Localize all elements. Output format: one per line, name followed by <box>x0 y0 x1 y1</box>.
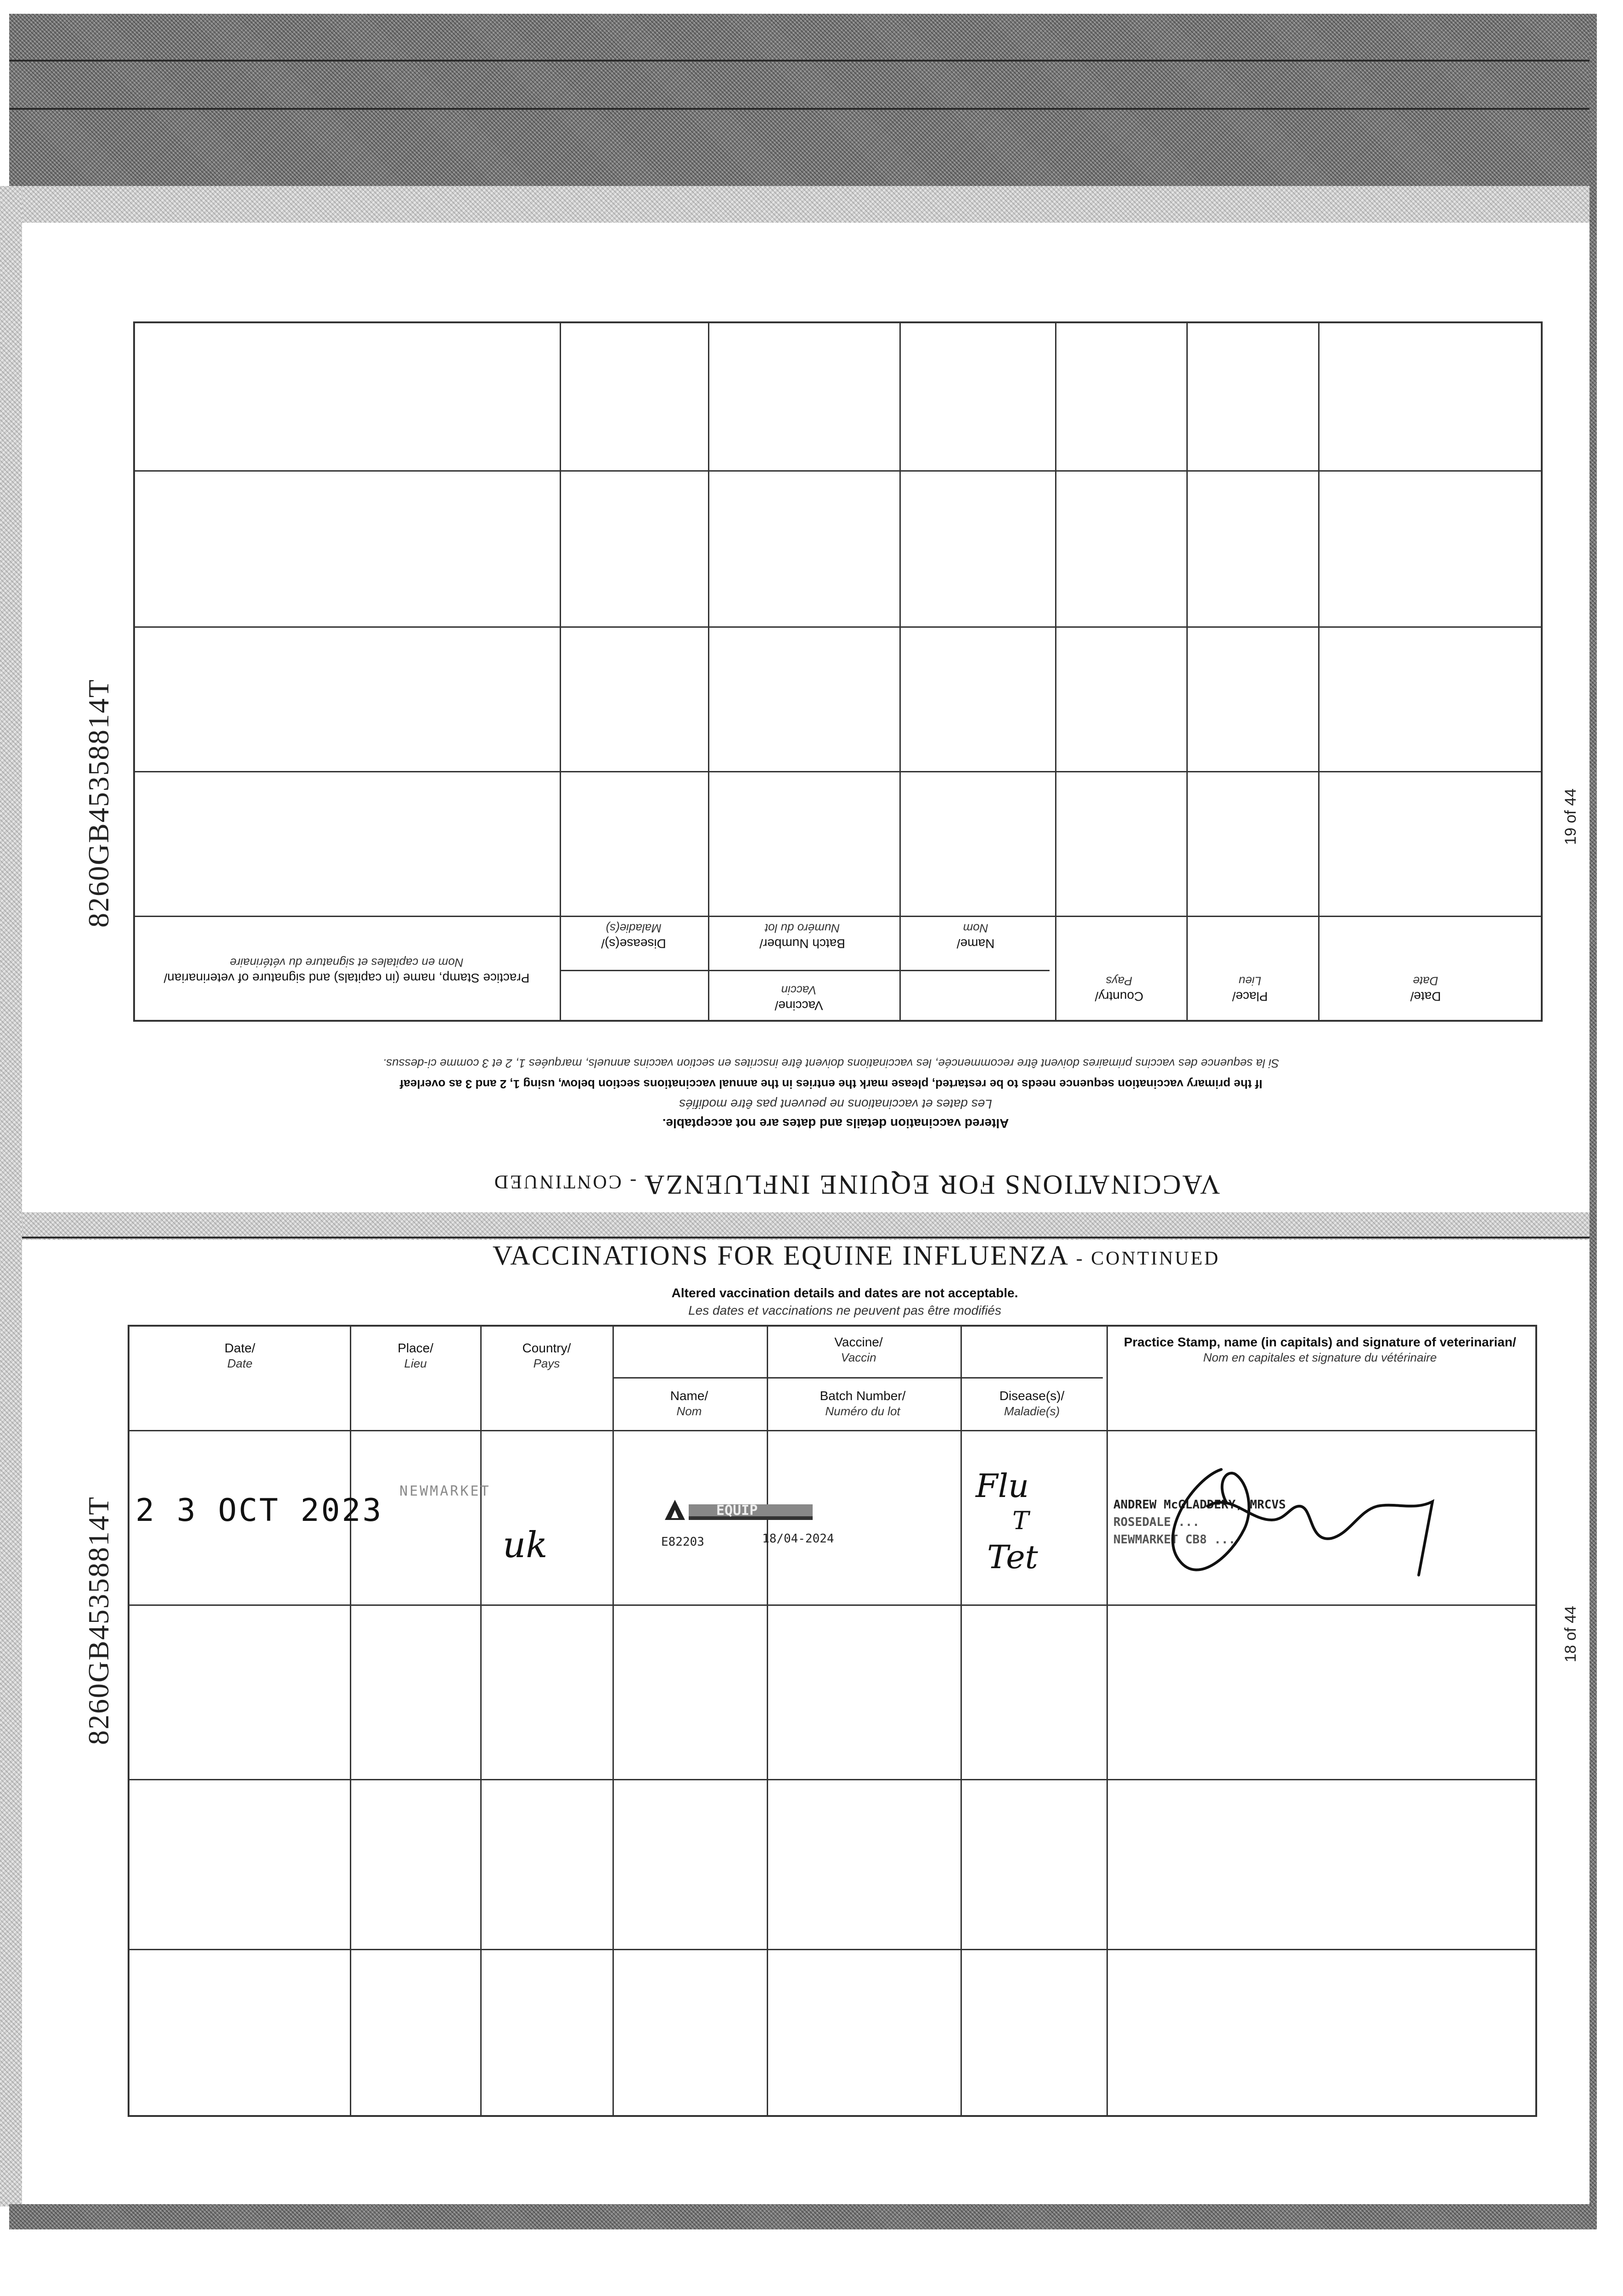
header-name-top: Name/ Nom <box>956 921 995 951</box>
scan-bottom-band <box>9 2204 1597 2229</box>
altered-note-fr-top: Les dates et vaccinations ne peuvent pas être modifiés <box>679 1097 992 1111</box>
scan-left-edge <box>0 186 22 2206</box>
header-place: Place/ Lieu <box>398 1341 433 1370</box>
document-id-bottom: 8260GB45358814T <box>82 1496 115 1745</box>
section-title-bottom: VACCINATIONS FOR EQUINE INFLUENZA - CONTINUED <box>492 1240 1220 1271</box>
entry-vaccine-name: EQUIP <box>716 1503 758 1519</box>
restart-note-en: If the primary vaccination sequence needs to be restarted, please mark the entries in the annual vaccinations section below, using 1, 2 and 3 as overleaf <box>399 1077 1263 1091</box>
entry-disease-line1: Flu <box>976 1467 1029 1505</box>
header-vaccine: Vaccine/ Vaccin <box>834 1335 883 1364</box>
header-batch-top: Batch Number/ Numéro du lot <box>759 921 845 951</box>
entry-country: uk <box>503 1525 548 1566</box>
header-country-top: Country/ Pays <box>1095 974 1144 1004</box>
header-batch: Batch Number/ Numéro du lot <box>820 1389 906 1418</box>
signature-icon <box>1139 1451 1451 1589</box>
page-number-top: 19 of 44 <box>1562 788 1579 845</box>
entry-disease-line2: T <box>1012 1506 1029 1535</box>
entry-disease-line3: Tet <box>987 1538 1038 1576</box>
altered-note-en-bottom: Altered vaccination details and dates are not acceptable. <box>671 1286 1018 1300</box>
vaccination-table-top <box>133 321 1543 1022</box>
page-number-bottom: 18 of 44 <box>1562 1606 1579 1662</box>
restart-note-fr: Si la sequence des vaccins primaires doivent être recommencée, les vaccinations doivent être inscrites en section vaccins annuels, marquées 1, 2 et 3 comme ci-dessus. <box>382 1057 1280 1070</box>
header-name: Name/ Nom <box>670 1389 708 1418</box>
altered-note-en-top: Altered vaccination details and dates are not acceptable. <box>662 1116 1009 1131</box>
header-vaccine-top: Vaccine/ Vaccin <box>775 983 823 1013</box>
scan-top-band <box>9 14 1595 186</box>
header-disease-top: Disease(s)/ Maladie(s) <box>601 921 666 951</box>
vet-signature <box>1139 1451 1451 1589</box>
scan-top-shadow <box>9 186 1595 223</box>
entry-batch-number: E82203 <box>661 1535 704 1549</box>
entry-place: NEWMARKET <box>399 1483 491 1499</box>
header-country: Country/ Pays <box>522 1341 571 1370</box>
scan-right-edge <box>1589 14 1597 2227</box>
section-title-top: VACCINATIONS FOR EQUINE INFLUENZA - CONTINUED <box>492 1170 1220 1200</box>
vet-stamp-address: NEWMARKET CB8 ... <box>1113 1533 1236 1547</box>
vaccination-table-bottom <box>128 1325 1537 2117</box>
scan-top-line <box>9 108 1595 110</box>
header-date-top: Date/ Date <box>1410 974 1441 1004</box>
scan-top-line <box>9 60 1595 62</box>
header-place-top: Place/ Lieu <box>1232 974 1268 1004</box>
entry-batch-expiry: 18/04-2024 <box>762 1532 834 1546</box>
page-fold-line <box>22 1237 1589 1238</box>
entry-date: 2 3 OCT 2023 <box>135 1492 383 1529</box>
header-date: Date/ Date <box>225 1341 255 1370</box>
document-id-top: 8260GB45358814T <box>82 679 115 928</box>
header-stamp-top: Practice Stamp, name (in capitals) and signature of veterinarian/ Nom en capitales et signature du vétérinaire <box>163 956 530 985</box>
altered-note-fr-bottom: Les dates et vaccinations ne peuvent pas être modifiés <box>688 1303 1001 1317</box>
vet-stamp-practice: ROSEDALE ... <box>1113 1515 1200 1529</box>
vet-stamp-name: ANDREW McGLADDERY, MRCVS <box>1113 1498 1286 1512</box>
header-disease: Disease(s)/ Maladie(s) <box>999 1389 1065 1418</box>
page-fold-band <box>22 1212 1589 1240</box>
header-stamp: Practice Stamp, name (in capitals) and signature of veterinarian/ Nom en capitales et signature du vétérinaire <box>1123 1335 1516 1364</box>
